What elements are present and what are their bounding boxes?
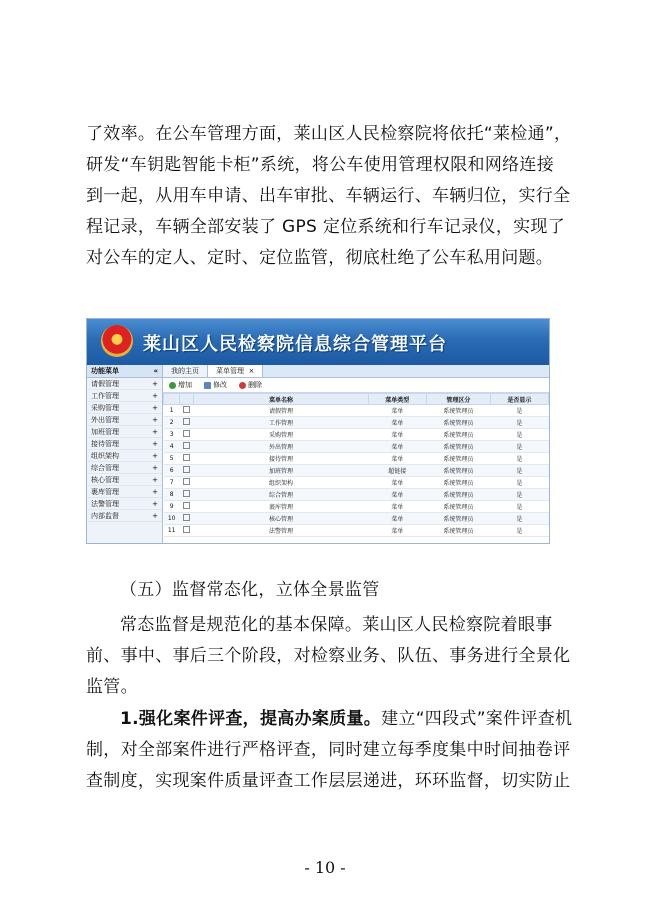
sidebar-item[interactable]: 工作管理 + (87, 390, 162, 402)
sidebar-item[interactable]: 综合管理 + (87, 462, 162, 474)
delete-icon (239, 382, 246, 389)
table-cell: 系统管理员 (426, 489, 490, 501)
text-line: 常态监督是规范化的基本保障。莱山区人民检察院着眼事 (120, 615, 553, 635)
text-line: 前、事中、事后三个阶段，对检察业务、队伍、事务进行全景化 (86, 646, 571, 666)
table-cell: 系统管理员 (426, 417, 490, 429)
sidebar-item[interactable]: 内部监督 + (87, 510, 162, 522)
table-cell: 工作管理 (194, 417, 368, 429)
table-cell: 接待管理 (194, 453, 368, 465)
table-cell: 系统管理员 (426, 465, 490, 477)
row-number: 9 (164, 501, 180, 513)
delete-button[interactable]: 删除 (239, 380, 262, 390)
row-checkbox[interactable] (183, 454, 190, 461)
table-row[interactable] (164, 405, 549, 417)
row-number: 5 (164, 453, 180, 465)
table-cell: 采购管理 (194, 429, 368, 441)
table-row[interactable] (164, 441, 549, 453)
table-row[interactable] (164, 465, 549, 477)
row-checkbox[interactable] (183, 514, 190, 521)
text-line: 查制度，实现案件质量评查工作层层递进，环环监督，切实防止 (86, 771, 571, 791)
table-cell: 菜单 (368, 525, 426, 537)
menu-table (163, 393, 549, 537)
row-number: 2 (164, 417, 180, 429)
expand-plus-icon[interactable]: + (152, 415, 158, 424)
table-cell: 菜单 (368, 501, 426, 513)
tab-home[interactable]: 我的主页 (163, 365, 208, 377)
row-checkbox[interactable] (183, 526, 190, 533)
text-line: 研发“车钥匙智能卡柜”系统，将公车使用管理权限和网络连接 (86, 155, 555, 175)
function-menu-sidebar (87, 365, 163, 543)
text-line: 1.强化案件评查，提高办案质量。建立“四段式”案件评查机 (120, 709, 573, 729)
tab-bar (163, 365, 549, 378)
table-cell: 组织架构 (194, 477, 368, 489)
table-cell: 是 (490, 405, 548, 417)
table-cell: 系统管理员 (426, 429, 490, 441)
sidebar-item[interactable]: 法警管理 + (87, 498, 162, 510)
row-number: 6 (164, 465, 180, 477)
table-cell: 菜单 (368, 513, 426, 525)
add-icon (169, 382, 176, 389)
sidebar-item[interactable]: 裹库管理 + (87, 486, 162, 498)
table-cell: 请假管理 (194, 405, 368, 417)
table-row[interactable] (164, 513, 549, 525)
main-panel (163, 365, 549, 543)
table-row[interactable] (164, 429, 549, 441)
table-cell: 系统管理员 (426, 441, 490, 453)
table-cell: 是 (490, 465, 548, 477)
table-row[interactable] (164, 417, 549, 429)
expand-plus-icon[interactable]: + (152, 403, 158, 412)
row-checkbox[interactable] (183, 502, 190, 509)
expand-plus-icon[interactable]: + (152, 439, 158, 448)
sidebar-header-label: 功能菜单 (91, 367, 119, 375)
sidebar-item[interactable]: 接待管理 + (87, 438, 162, 450)
text-line: 程记录，车辆全部安装了 GPS 定位系统和行车记录仪，实现了 (86, 217, 566, 237)
table-cell: 系统管理员 (426, 525, 490, 537)
column-header-visible: 是否显示 (490, 394, 548, 405)
paragraph-supervision (86, 610, 578, 703)
sidebar-item[interactable]: 采购管理 + (87, 402, 162, 414)
table-cell: 菜单 (368, 441, 426, 453)
column-header-management: 管理区分 (426, 394, 490, 405)
expand-plus-icon[interactable]: + (152, 475, 158, 484)
table-row[interactable] (164, 453, 549, 465)
row-checkbox[interactable] (183, 406, 190, 413)
edit-button[interactable]: 修改 (204, 380, 227, 390)
table-cell: 外出管理 (194, 441, 368, 453)
table-cell: 裹库管理 (194, 501, 368, 513)
procuratorate-emblem-icon (101, 325, 133, 357)
section-heading: （五）监督常态化，立体全景监管 (120, 580, 380, 600)
table-cell: 法警管理 (194, 525, 368, 537)
column-header-menu-type: 菜单类型 (368, 394, 426, 405)
table-cell: 是 (490, 477, 548, 489)
table-cell: 综合管理 (194, 489, 368, 501)
toolbar (163, 378, 549, 393)
table-cell: 系统管理员 (426, 477, 490, 489)
platform-banner (87, 319, 549, 365)
sidebar-item[interactable]: 外出管理 + (87, 414, 162, 426)
text-line: 制，对全部案件进行严格评查，同时建立每季度集中时间抽卷评 (86, 740, 571, 760)
table-cell: 菜单 (368, 453, 426, 465)
row-number: 8 (164, 489, 180, 501)
paragraph-case-review (86, 704, 578, 797)
expand-plus-icon[interactable]: + (152, 391, 158, 400)
table-cell: 菜单 (368, 477, 426, 489)
bold-lead: 1.强化案件评查，提高办案质量。 (120, 709, 382, 729)
sidebar-header (87, 365, 162, 378)
platform-screenshot (86, 318, 550, 544)
text-line: 了效率。在公车管理方面，莱山区人民检察院将依托“莱检通”， (86, 124, 572, 144)
table-cell: 是 (490, 525, 548, 537)
expand-plus-icon[interactable]: + (152, 451, 158, 460)
row-number: 10 (164, 513, 180, 525)
text-line: 对公车的定人、定时、定位监管，彻底杜绝了公车私用问题。 (86, 248, 554, 268)
table-cell: 系统管理员 (426, 405, 490, 417)
table-cell: 是 (490, 441, 548, 453)
sidebar-item[interactable]: 组织架构 + (87, 450, 162, 462)
tab-close-icon[interactable]: × (248, 367, 255, 375)
row-number: 3 (164, 429, 180, 441)
row-checkbox[interactable] (183, 418, 190, 425)
table-cell: 菜单 (368, 417, 426, 429)
table-cell: 系统管理员 (426, 453, 490, 465)
add-button[interactable]: 增加 (169, 380, 192, 390)
table-cell: 菜单 (368, 429, 426, 441)
row-checkbox[interactable] (183, 442, 190, 449)
table-cell: 是 (490, 501, 548, 513)
row-checkbox[interactable] (183, 466, 190, 473)
sidebar-item[interactable]: 加班管理 + (87, 426, 162, 438)
table-cell: 是 (490, 513, 548, 525)
expand-plus-icon[interactable]: + (152, 427, 158, 436)
table-row[interactable] (164, 477, 549, 489)
row-checkbox[interactable] (183, 478, 190, 485)
table-cell: 系统管理员 (426, 513, 490, 525)
tab-menu-management[interactable]: 菜单管理 × (208, 365, 263, 377)
table-cell: 系统管理员 (426, 501, 490, 513)
row-number: 1 (164, 405, 180, 417)
table-cell: 菜单 (368, 489, 426, 501)
platform-title: 莱山区人民检察院信息综合管理平台 (143, 334, 447, 355)
expand-plus-icon[interactable]: + (152, 379, 158, 388)
table-row[interactable] (164, 525, 549, 537)
column-header-menu-name: 菜单名称 (194, 394, 368, 405)
collapse-icon[interactable]: « (153, 367, 158, 375)
expand-plus-icon[interactable]: + (152, 511, 158, 520)
row-number: 7 (164, 477, 180, 489)
table-cell: 菜单 (368, 405, 426, 417)
table-cell: 是 (490, 453, 548, 465)
row-number: 4 (164, 441, 180, 453)
row-checkbox[interactable] (183, 490, 190, 497)
expand-plus-icon[interactable]: + (152, 487, 158, 496)
sidebar-item[interactable]: 请假管理 + (87, 378, 162, 390)
table-cell: 是 (490, 429, 548, 441)
row-number: 11 (164, 525, 180, 537)
text-line: 监管。 (86, 677, 138, 697)
edit-icon (204, 382, 211, 389)
table-cell: 核心管理 (194, 513, 368, 525)
table-row[interactable] (164, 489, 549, 501)
row-checkbox[interactable] (183, 430, 190, 437)
table-cell: 加班管理 (194, 465, 368, 477)
table-cell: 是 (490, 489, 548, 501)
page-number: - 10 - (304, 858, 346, 877)
table-cell: 超链接 (368, 465, 426, 477)
text-line: 到一起，从用车申请、出车审批、车辆运行、车辆归位，实行全 (86, 186, 571, 206)
paragraph-vehicle-management (86, 119, 578, 274)
sidebar-item[interactable]: 核心管理 + (87, 474, 162, 486)
expand-plus-icon[interactable]: + (152, 463, 158, 472)
table-cell: 是 (490, 417, 548, 429)
expand-plus-icon[interactable]: + (152, 499, 158, 508)
table-row[interactable] (164, 501, 549, 513)
